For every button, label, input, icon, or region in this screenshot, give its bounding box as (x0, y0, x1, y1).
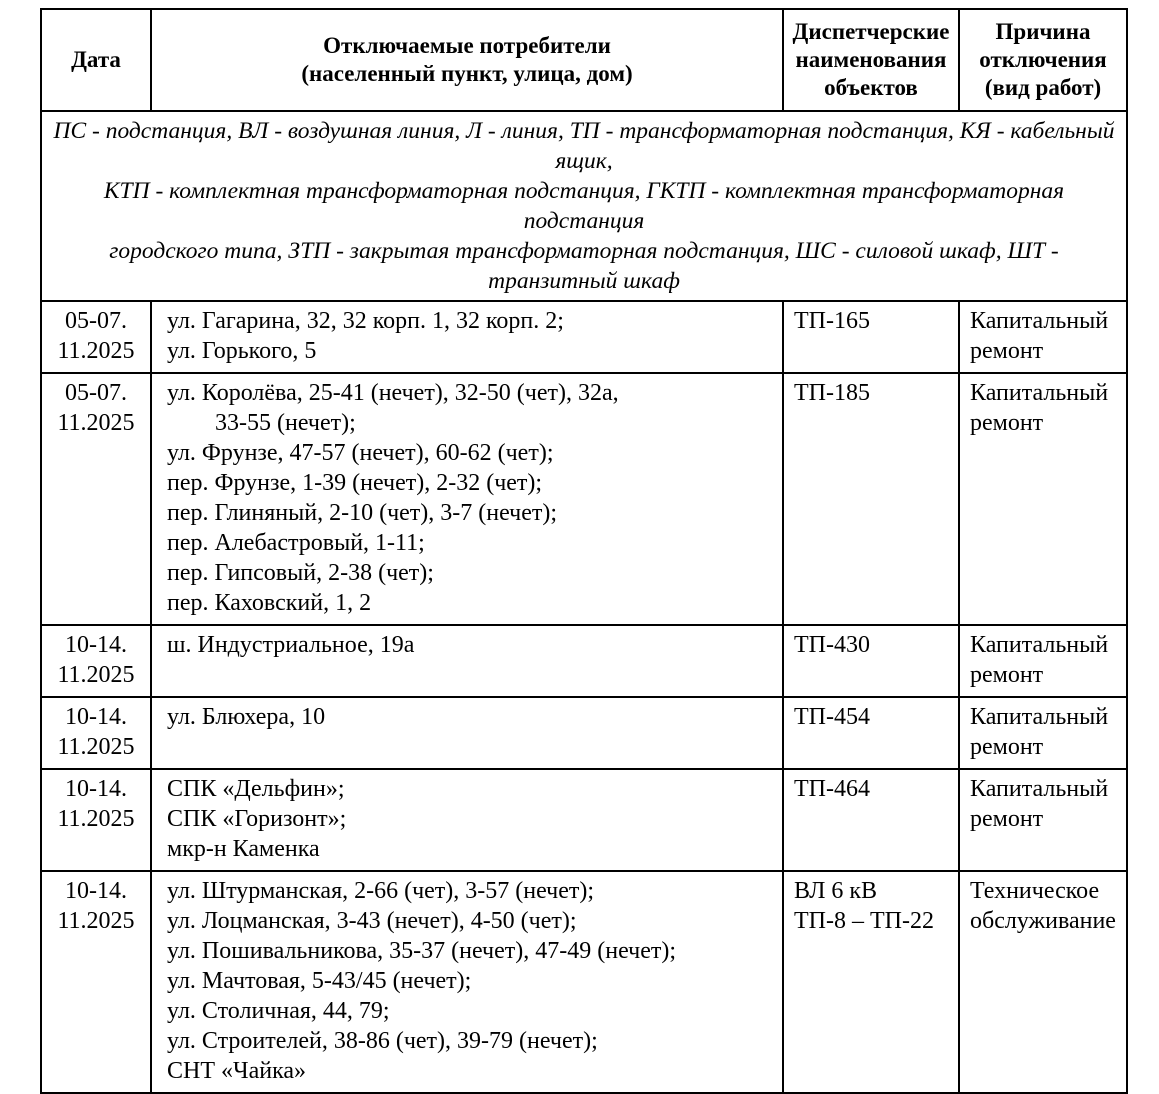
text-line: ТП-464 (794, 776, 870, 802)
dispatcher-cell (783, 301, 959, 373)
text-line: ремонт (970, 410, 1044, 436)
table-body (41, 301, 1127, 1093)
reason-cell (959, 871, 1127, 1093)
table-row (41, 373, 1127, 625)
text-line: Капитальный (970, 632, 1109, 658)
date-cell (41, 301, 151, 373)
text-line: ул. Фрунзе, 47-57 (нечет), 60-62 (чет); (167, 440, 554, 466)
text-line: 11.2025 (57, 908, 135, 934)
date-cell (41, 697, 151, 769)
text-line: 05-07. (65, 308, 127, 334)
text-line: Капитальный (970, 704, 1109, 730)
text-line: 10-14. (65, 704, 127, 730)
text-line: ш. Индустриальное, 19а (167, 632, 415, 658)
table-row (41, 697, 1127, 769)
text-line: 11.2025 (57, 338, 135, 364)
consumers-cell (151, 697, 783, 769)
text-line: ул. Штурманская, 2-66 (чет), 3-57 (нечет); (167, 878, 595, 904)
text-line: Причина (995, 19, 1091, 44)
text-line: пер. Глиняный, 2-10 (чет), 3-7 (нечет); (167, 500, 558, 526)
text-line: 11.2025 (57, 410, 135, 436)
dispatcher-cell (783, 769, 959, 871)
dispatcher-cell (783, 871, 959, 1093)
text-line: ТП-185 (794, 380, 870, 406)
text-line: 10-14. (65, 632, 127, 658)
text-line: наименования (795, 47, 947, 72)
reason-cell (959, 769, 1127, 871)
text-line: ремонт (970, 662, 1044, 688)
text-line: ПС - подстанция, ВЛ - воздушная линия, Л - линия, ТП - трансформаторная подстанция, КЯ - кабельный ящик, (53, 118, 1121, 174)
outage-table (40, 8, 1128, 1094)
consumers-cell (151, 301, 783, 373)
text-line: ул. Столичная, 44, 79; (167, 998, 390, 1024)
text-line: Капитальный (970, 380, 1109, 406)
text-line: ремонт (970, 806, 1044, 832)
text-line: 11.2025 (57, 806, 135, 832)
legend-row (41, 111, 1127, 301)
text-line: ТП-8 – ТП-22 (794, 908, 934, 934)
date-cell (41, 769, 151, 871)
dispatcher-cell (783, 697, 959, 769)
text-line: ул. Строителей, 38-86 (чет), 39-79 (нечет); (167, 1028, 598, 1054)
text-line: СПК «Дельфин»; (167, 776, 345, 802)
text-line: ул. Горького, 5 (167, 338, 317, 364)
text-line: ул. Гагарина, 32, 32 корп. 1, 32 корп. 2; (167, 308, 564, 334)
text-line: обслуживание (970, 908, 1116, 934)
text-line: Диспетчерские (792, 19, 950, 44)
text-line: Отключаемые потребители (323, 33, 611, 58)
text-line: КТП - комплектная трансформаторная подстанция, ГКТП - комплектная трансформаторная подстанция (103, 178, 1070, 234)
text-line: Техническое (970, 878, 1100, 904)
reason-cell (959, 301, 1127, 373)
reason-cell (959, 373, 1127, 625)
text-line: Капитальный (970, 776, 1109, 802)
reason-cell (959, 625, 1127, 697)
header-cell-reason (959, 9, 1127, 111)
text-line: ул. Мачтовая, 5-43/45 (нечет); (167, 968, 472, 994)
text-line: 11.2025 (57, 734, 135, 760)
date-cell (41, 373, 151, 625)
header-cell-dispatcher (783, 9, 959, 111)
text-line: 10-14. (65, 776, 127, 802)
text-line: ремонт (970, 338, 1044, 364)
date-cell (41, 871, 151, 1093)
text-line: Дата (71, 47, 121, 72)
table-row (41, 871, 1127, 1093)
text-line: ТП-430 (794, 632, 870, 658)
dispatcher-cell (783, 625, 959, 697)
consumers-cell (151, 769, 783, 871)
consumers-cell (151, 625, 783, 697)
text-line: мкр-н Каменка (167, 836, 320, 862)
header-row (41, 9, 1127, 111)
text-line: ул. Блюхера, 10 (167, 704, 326, 730)
text-line: отключения (979, 47, 1107, 72)
consumers-cell (151, 871, 783, 1093)
text-line: пер. Фрунзе, 1-39 (нечет), 2-32 (чет); (167, 470, 543, 496)
header-cell-consumers (151, 9, 783, 111)
table-row (41, 301, 1127, 373)
text-line: (населенный пункт, улица, дом) (301, 61, 633, 86)
text-line: ул. Пошивальникова, 35-37 (нечет), 47-49 (нечет); (167, 938, 677, 964)
consumers-cell (151, 373, 783, 625)
table-row (41, 625, 1127, 697)
text-line: СНТ «Чайка» (167, 1058, 307, 1084)
reason-cell (959, 697, 1127, 769)
text-line: ВЛ 6 кВ (794, 878, 878, 904)
text-line: СПК «Горизонт»; (167, 806, 347, 832)
text-line: пер. Каховский, 1, 2 (167, 590, 372, 616)
text-line: 10-14. (65, 878, 127, 904)
table-row (41, 769, 1127, 871)
date-cell (41, 625, 151, 697)
text-line: ремонт (970, 734, 1044, 760)
legend-cell (41, 111, 1127, 301)
text-line: пер. Алебастровый, 1-11; (167, 530, 425, 556)
header-cell-date (41, 9, 151, 111)
text-line: 11.2025 (57, 662, 135, 688)
text-line: (вид работ) (984, 75, 1102, 100)
text-line: ТП-454 (794, 704, 870, 730)
text-line: пер. Гипсовый, 2-38 (чет); (167, 560, 434, 586)
text-line: 33-55 (нечет); (167, 410, 356, 436)
text-line: Капитальный (970, 308, 1109, 334)
text-line: объектов (824, 75, 918, 100)
dispatcher-cell (783, 373, 959, 625)
text-line: 05-07. (65, 380, 127, 406)
text-line: ул. Лоцманская, 3-43 (нечет), 4-50 (чет); (167, 908, 577, 934)
text-line: ул. Королёва, 25-41 (нечет), 32-50 (чет), 32а, (167, 380, 619, 406)
text-line: городского типа, ЗТП - закрытая трансформаторная подстанция, ШС - силовой шкаф, ШТ - транзитный шкаф (109, 238, 1065, 294)
text-line: ТП-165 (794, 308, 870, 334)
